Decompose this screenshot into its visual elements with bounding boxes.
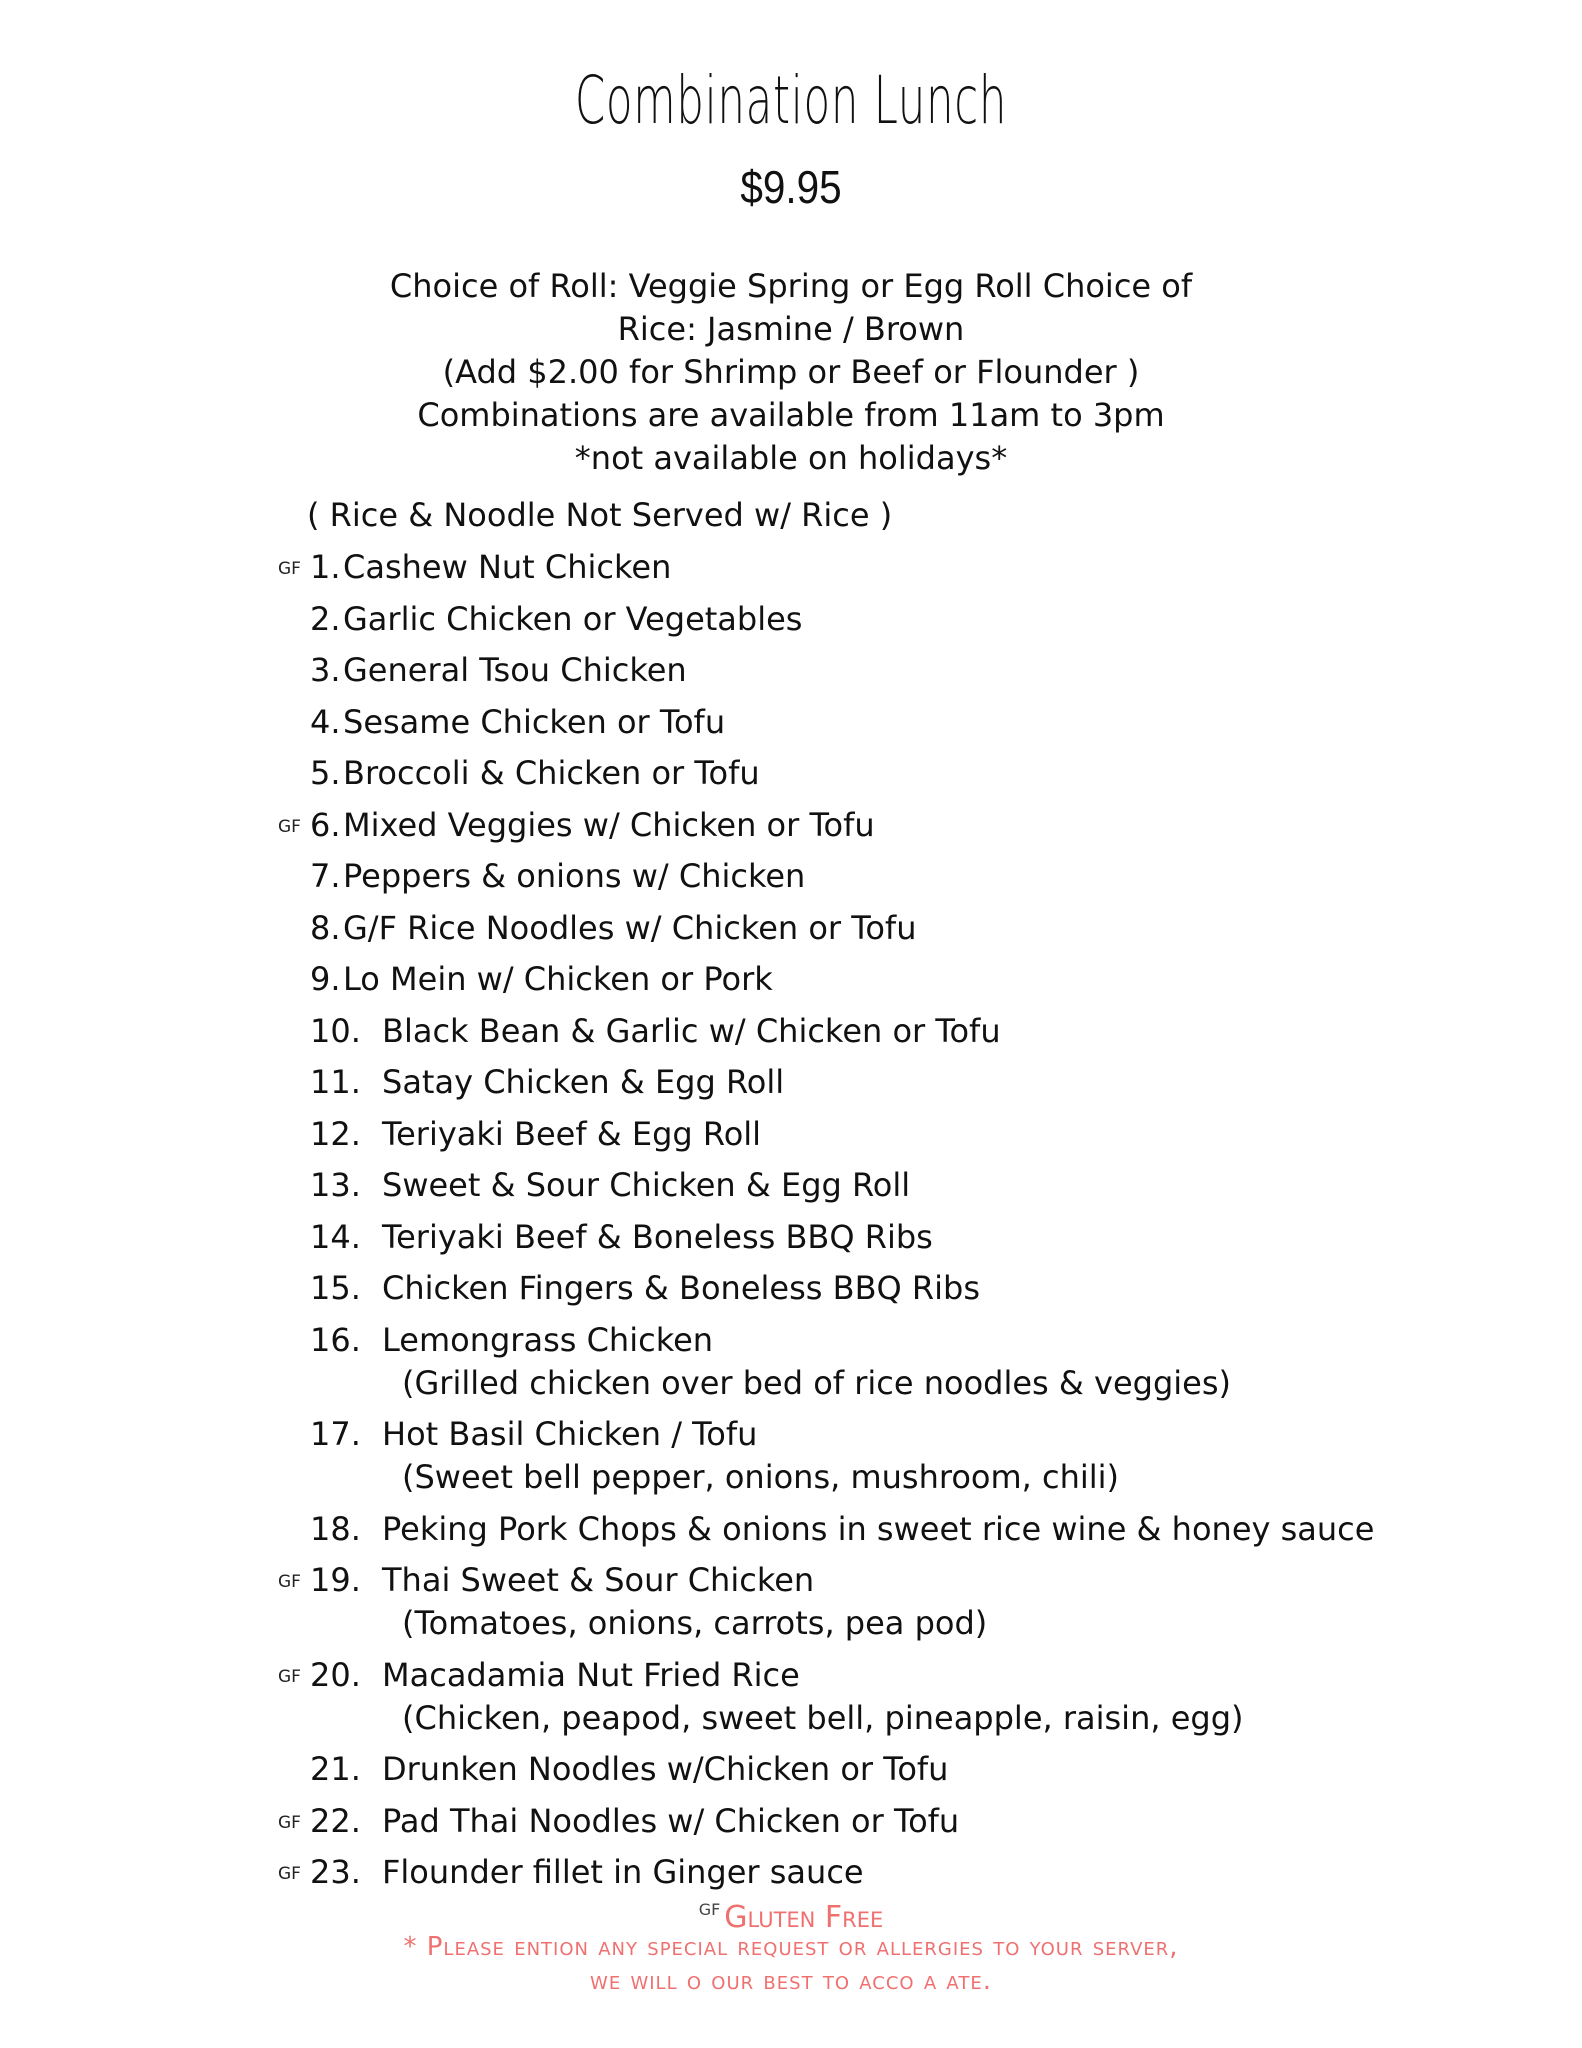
menu-item	[0, 1747, 1582, 1791]
menu-item-name: Peking Pork Chops & onions in sweet rice wine & honey sauce	[382, 1510, 1375, 1548]
menu-item-description: (Grilled chicken over bed of rice noodles & veggies)	[402, 1364, 1231, 1402]
footer-allergy-line-2: we will o our best to acco a ate.	[590, 1966, 992, 1996]
menu-item-name: Flounder fillet in Ginger sauce	[382, 1853, 864, 1891]
menu-item-number: 18.	[310, 1510, 361, 1548]
menu-item-name: Sesame Chicken or Tofu	[343, 703, 726, 741]
menu-item	[0, 1507, 1582, 1551]
menu-item-number: 11.	[310, 1063, 361, 1101]
menu-item	[0, 1318, 1582, 1362]
gluten-free-tag: GF	[278, 1572, 301, 1592]
menu-item-number: 14.	[310, 1218, 361, 1256]
footer-gf-label: Gluten Free	[724, 1900, 884, 1935]
info-line: Rice: Jasmine / Brown	[617, 310, 965, 348]
menu-item-number: 1.	[310, 548, 341, 586]
menu-item-number: 9.	[310, 960, 341, 998]
gluten-free-tag: GF	[278, 1813, 301, 1833]
menu-item-number: 20.	[310, 1656, 361, 1694]
menu-item-number: 3.	[310, 651, 341, 689]
menu-item-name: Lemongrass Chicken	[382, 1321, 714, 1359]
menu-item	[0, 751, 1582, 795]
menu-item	[0, 648, 1582, 692]
rice-noodle-note: ( Rice & Noodle Not Served w/ Rice )	[307, 496, 893, 534]
menu-item-name: Teriyaki Beef & Egg Roll	[382, 1115, 762, 1153]
menu-item-name: General Tsou Chicken	[343, 651, 687, 689]
menu-item	[0, 1558, 1582, 1602]
menu-info	[0, 265, 1582, 480]
menu-item-number: 5.	[310, 754, 341, 792]
menu-item	[0, 1060, 1582, 1104]
menu-item-description: (Tomatoes, onions, carrots, pea pod)	[402, 1604, 988, 1642]
menu-item-name: Peppers & onions w/ Chicken	[343, 857, 806, 895]
menu-item-description: (Chicken, peapod, sweet bell, pineapple, raisin, egg)	[402, 1699, 1244, 1737]
menu-title: Combination Lunch	[574, 62, 1008, 139]
gluten-free-tag: GF	[278, 817, 301, 837]
menu-item	[0, 1163, 1582, 1207]
menu-item-name: Satay Chicken & Egg Roll	[382, 1063, 785, 1101]
footer-gf-mark: GF	[698, 1900, 721, 1919]
menu-item-number: 16.	[310, 1321, 361, 1359]
menu-item-name: Sweet & Sour Chicken & Egg Roll	[382, 1166, 911, 1204]
menu-item-number: 10.	[310, 1012, 361, 1050]
menu-item-number: 4.	[310, 703, 341, 741]
menu-item-number: 19.	[310, 1561, 361, 1599]
menu-item	[0, 1412, 1582, 1456]
menu-item-number: 21.	[310, 1750, 361, 1788]
menu-item	[0, 1009, 1582, 1053]
menu-item	[0, 1266, 1582, 1310]
menu-item	[0, 1850, 1582, 1894]
menu-item-name: Broccoli & Chicken or Tofu	[343, 754, 760, 792]
info-line: Choice of Roll: Veggie Spring or Egg Roll Choice of	[389, 267, 1193, 305]
menu-item-number: 17.	[310, 1415, 361, 1453]
menu-price: $9.95	[740, 161, 842, 213]
menu-item	[0, 906, 1582, 950]
menu-item	[0, 700, 1582, 744]
menu-item-number: 13.	[310, 1166, 361, 1204]
menu-item	[0, 1799, 1582, 1843]
menu-item	[0, 1653, 1582, 1697]
gluten-free-tag: GF	[278, 1864, 301, 1884]
menu-item	[0, 545, 1582, 589]
menu-item-name: Hot Basil Chicken / Tofu	[382, 1415, 758, 1453]
menu-item-name: Mixed Veggies w/ Chicken or Tofu	[343, 806, 875, 844]
menu-item-name: G/F Rice Noodles w/ Chicken or Tofu	[343, 909, 917, 947]
menu-item-number: 6.	[310, 806, 341, 844]
info-line: Combinations are available from 11am to 3pm	[417, 396, 1165, 434]
menu-item-name: Macadamia Nut Fried Rice	[382, 1656, 800, 1694]
info-line: *not available on holidays*	[574, 439, 1008, 477]
menu-item-number: 15.	[310, 1269, 361, 1307]
menu-item-name: Cashew Nut Chicken	[343, 548, 672, 586]
menu-item-number: 7.	[310, 857, 341, 895]
footer-gluten-free	[0, 1900, 1582, 1935]
gluten-free-tag: GF	[278, 559, 301, 579]
menu-item	[0, 854, 1582, 898]
footer-allergy-line-1: * Please ention any special request or allergies to your server,	[403, 1932, 1179, 1962]
menu-item-number: 23.	[310, 1853, 361, 1891]
menu-item	[0, 957, 1582, 1001]
menu-item	[0, 597, 1582, 641]
menu-item-name: Lo Mein w/ Chicken or Pork	[343, 960, 773, 998]
menu-item-name: Thai Sweet & Sour Chicken	[382, 1561, 815, 1599]
menu-item-name: Pad Thai Noodles w/ Chicken or Tofu	[382, 1802, 960, 1840]
menu-item-number: 2.	[310, 600, 341, 638]
menu-item-name: Teriyaki Beef & Boneless BBQ Ribs	[382, 1218, 933, 1256]
menu-item-number: 12.	[310, 1115, 361, 1153]
menu-item-name: Black Bean & Garlic w/ Chicken or Tofu	[382, 1012, 1001, 1050]
menu-item-name: Drunken Noodles w/Chicken or Tofu	[382, 1750, 949, 1788]
menu-item	[0, 1215, 1582, 1259]
menu-item-description: (Sweet bell pepper, onions, mushroom, chili)	[402, 1458, 1120, 1496]
menu-item	[0, 803, 1582, 847]
menu-item-number: 8.	[310, 909, 341, 947]
info-line: (Add $2.00 for Shrimp or Beef or Flounder )	[442, 353, 1140, 391]
menu-item-number: 22.	[310, 1802, 361, 1840]
menu-item-name: Chicken Fingers & Boneless BBQ Ribs	[382, 1269, 980, 1307]
menu-item-name: Garlic Chicken or Vegetables	[343, 600, 803, 638]
gluten-free-tag: GF	[278, 1667, 301, 1687]
menu-item	[0, 1112, 1582, 1156]
